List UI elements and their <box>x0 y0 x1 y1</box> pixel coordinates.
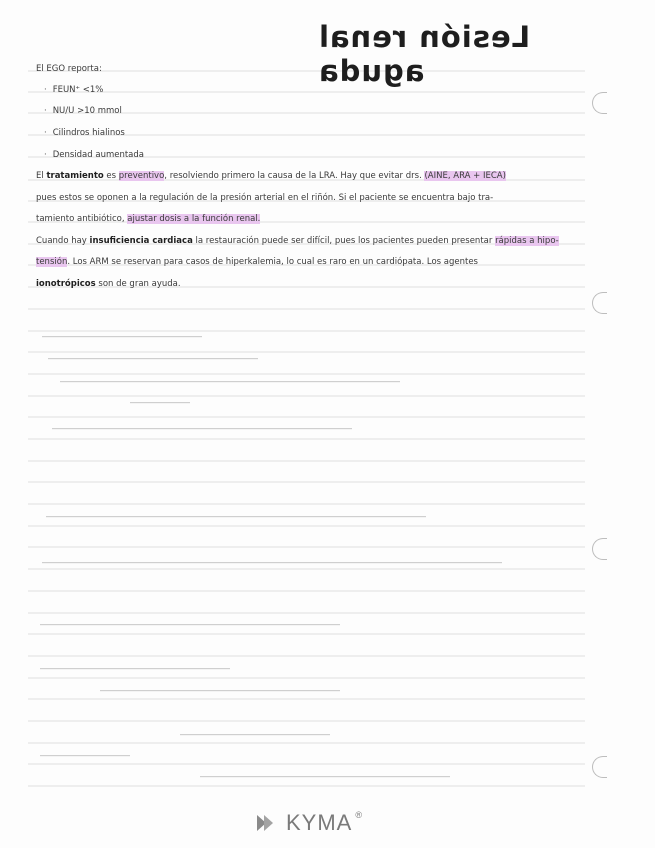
paragraph-line: pues estos se oponen a la regulación de la presión arterial en el riñón. Si el paciente se encuentra bajo tra- <box>36 193 494 203</box>
bold-term: tratamiento <box>46 171 104 181</box>
bold-term: insuficiencia cardiaca <box>89 236 193 246</box>
highlight: rápidas a hipo- <box>495 236 559 246</box>
binder-hole <box>592 538 607 560</box>
page-title: Lesión renal aguda <box>318 20 531 88</box>
kyma-logo-mark-icon <box>257 812 283 834</box>
paragraph-line: tensión. Los ARM se reservan para casos de hiperkalemia, lo cual es raro en un cardiópata. Los agentes <box>36 257 478 267</box>
highlight: preventivo <box>118 171 165 181</box>
binder-hole <box>592 292 607 314</box>
brand-name: KYMA <box>286 810 353 835</box>
list-item: · NU/U >10 mmol <box>44 106 122 116</box>
highlight: (AINE, ARA + IECA) <box>424 171 506 181</box>
list-item: · Cilindros hialinos <box>44 128 125 138</box>
paragraph-line: tamiento antibiótico, ajustar dosis a la función renal. <box>36 214 261 224</box>
list-item: · Densidad aumentada <box>44 150 144 160</box>
ego-heading: El EGO reporta: <box>36 64 102 74</box>
kyma-logo <box>257 810 363 836</box>
highlight: tensión <box>36 257 68 267</box>
list-item: · FEUN⁺ <1% <box>44 85 104 95</box>
paragraph-line: El tratamiento es preventivo, resolviendo primero la causa de la LRA. Hay que evitar drs. (AINE, ARA + IECA) <box>36 171 506 181</box>
highlight: ajustar dosis a la función renal. <box>127 214 261 224</box>
paragraph-line: ionotrópicos son de gran ayuda. <box>36 279 181 289</box>
binder-hole <box>592 92 607 114</box>
binder-hole <box>592 756 607 778</box>
bold-term: ionotrópicos <box>36 279 96 289</box>
paragraph-line: Cuando hay insuficiencia cardiaca la restauración puede ser difícil, pues los pacientes pueden presentar rápidas a hipo- <box>36 236 559 246</box>
trademark: ® <box>355 810 363 820</box>
